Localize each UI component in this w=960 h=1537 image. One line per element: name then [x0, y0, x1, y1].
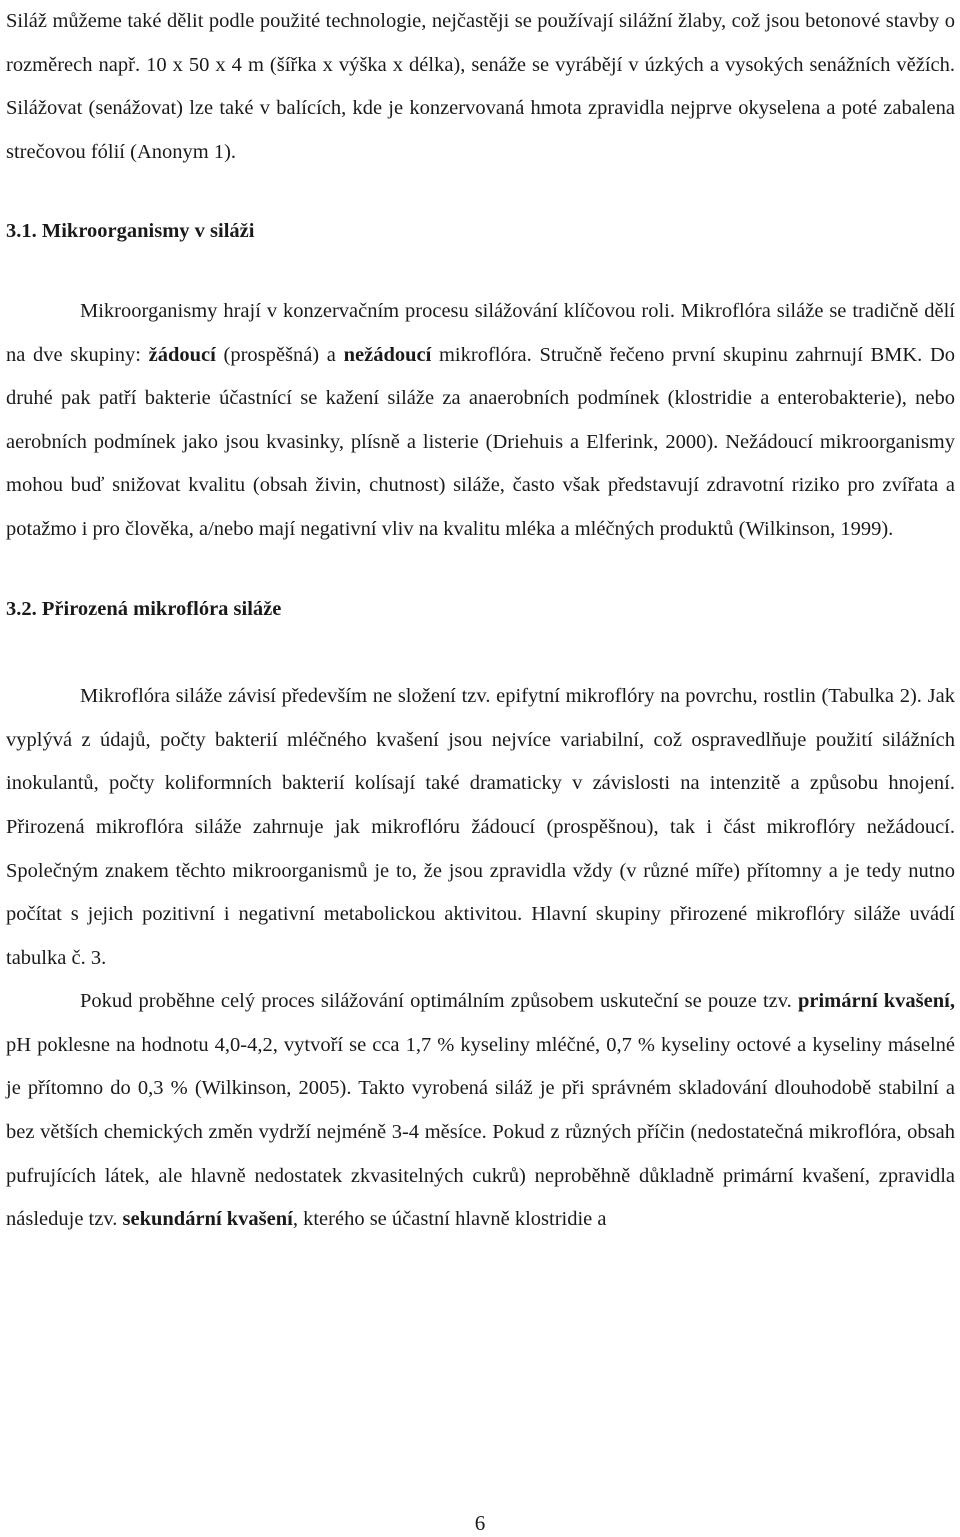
paragraph-silage-technology: Siláž můžeme také dělit podle použité technologie, nejčastěji se používají silážní žlaby, což jsou betonové stavby o rozměrech např. 10 x 50 x 4 m (šířka x výška x délka), senáže se vyrábějí v úzkých a vysokých senážních věžích. Silážovat (senážovat) lze také v balících, kde je konzervovaná hmota zpravidla nejprve okyselena a poté zabalena strečovou fólií (Anonym 1).: [6, 10, 955, 163]
document-page: [6, 0, 955, 1242]
page-number: 6: [474, 1511, 486, 1535]
text-run: (prospěšná) a: [215, 343, 344, 366]
paragraph-fermentation: [6, 980, 955, 1242]
paragraph-microorganisms: [6, 290, 955, 552]
text-run: mikroflóra. Stručně řečeno první skupinu zahrnují BMK. Do druhé pak patří bakterie účastnící se kažení siláže za anaerobních podmínek (klostridie a enterobakterie), nebo aerobních podmínek jako jsou kvasinky, plísně a listerie (Driehuis a Elferink, 2000). Nežádoucí mikroorganismy mohou buď snižovat kvalitu (obsah živin, chutnost) siláže, často však představují zdravotní riziko pro zvířata a potažmo i pro člověka, a/nebo mají negativní vliv na kvalitu mléka a mléčných produktů (Wilkinson, 1999).: [6, 343, 956, 540]
text-run: , kterého se účastní hlavně klostridie a: [292, 1208, 607, 1231]
section-heading-3-2: 3.2. Přirozená mikroflóra siláže: [6, 597, 282, 620]
text-run: pH poklesne na hodnotu 4,0-4,2, vytvoří se cca 1,7 % kyseliny mléčné, 0,7 % kyseliny octové a kyseliny máselné je přítomno do 0,3 % (Wilkinson, 2005). Takto vyrobená siláž je při správném skladování dlouhodobě stabilní a bez větších chemických změn vydrží nejméně 3-4 měsíce. Pokud z různých příčin (nedostatečná mikroflóra, obsah pufrujících látek, ale hlavně nedostatek zkvasitelných cukrů) neproběhně důkladně primární kvašení, zpravidla následuje tzv.: [6, 1033, 955, 1231]
paragraph-natural-microflora: Mikroflóra siláže závisí především ne složení tzv. epifytní mikroflóry na povrchu, rostlin (Tabulka 2). Jak vyplývá z údajů, počty bakterií mléčného kvašení jsou nejvíce variabilní, což ospravedlňuje použití silážních inokulantů, počty koliformních bakterií kolísají také dramaticky v závislosti na intenzitě a způsobu hnojení. Přirozená mikroflóra siláže zahrnuje jak mikroflóru žádoucí (prospěšnou), tak i část mikroflóry nežádoucí. Společným znakem těchto mikroorganismů je to, že jsou zpravidla vždy (v různé míře) přítomny a je tedy nutno počítat s jejich pozitivní i negativní metabolickou aktivitou. Hlavní skupiny přirozené mikroflóry siláže uvádí tabulka č. 3.: [6, 685, 955, 969]
section-heading-3-1: 3.1. Mikroorganismy v siláži: [6, 220, 255, 243]
bold-term-undesirable: nežádoucí: [343, 343, 432, 366]
bold-term-primary-fermentation: primární kvašení,: [797, 990, 955, 1013]
bold-term-secondary-fermentation: sekundární kvašení: [122, 1208, 293, 1231]
text-run: Mikroorganismy hrají v konzervačním procesu silážování klíčovou roli. Mikroflóra siláže se tradičně dělí na dve skupiny:: [6, 299, 955, 366]
bold-term-desirable: žádoucí: [148, 343, 216, 366]
text-run: Pokud proběhne celý proces silážování optimálním způsobem uskuteční se pouze tzv.: [80, 990, 798, 1013]
